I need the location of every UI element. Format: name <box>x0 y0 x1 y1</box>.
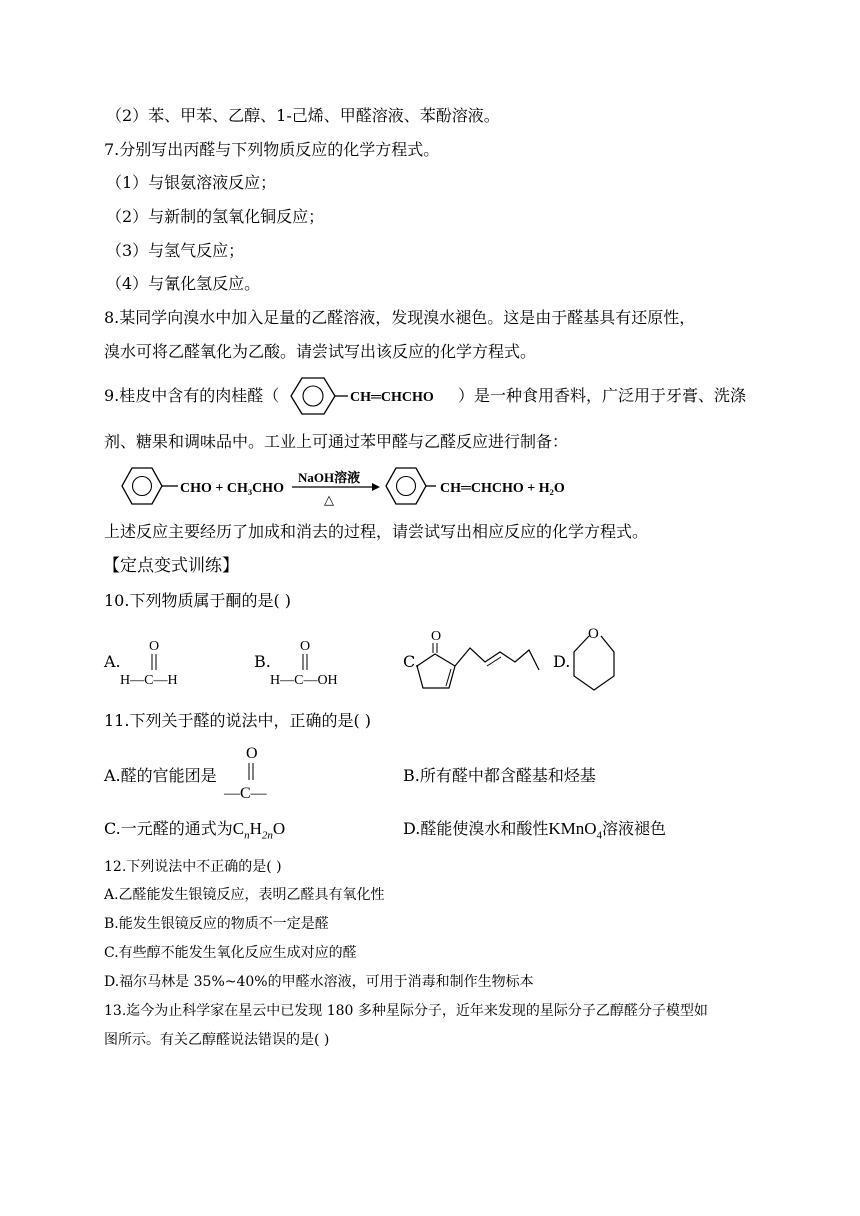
line-q7-4: （4）与氰化氢反应。 <box>106 274 261 293</box>
general-formula: $C_nH_{2n}O$ <box>232 819 286 842</box>
q10-structure-a <box>120 632 190 688</box>
line-q9-d: 上述反应主要经历了加成和消去的过程，请尝试写出相应反应的化学方程式。 <box>104 522 649 541</box>
q11-option-d: D.醛能使溴水和酸性KMnO$_4$溶液褪色 <box>403 819 667 842</box>
line-q7-1: （1）与银氨溶液反应； <box>106 173 277 192</box>
section-heading: 【定点变式训练】 <box>103 556 239 576</box>
q12-option-c: C.有些醇不能发生氧化反应生成对应的醛 <box>104 945 357 961</box>
line-q8-a: 8.某同学向溴水中加入足量的乙醛溶液，发现溴水褪色。这是由于醛基具有还原性， <box>104 308 696 327</box>
line-q6-2: （2）苯、甲苯、乙醇、1-己烯、甲醛溶液、苯酚溶液。 <box>106 106 500 125</box>
q10-structure-c <box>415 626 545 694</box>
svg-text:O: O <box>300 639 311 654</box>
reaction-scheme <box>120 462 580 512</box>
reaction-left-label: CHO + CH₃CHO <box>180 481 284 496</box>
q11-functional-group <box>222 742 282 800</box>
q12-option-a: A.乙醛能发生银镜反应，表明乙醛具有氧化性 <box>104 887 385 903</box>
svg-text:—C—: —C— <box>224 785 267 802</box>
line-q9-b: ）是一种食用香料，广泛用于牙膏、洗涤 <box>458 386 747 405</box>
reaction-right-label: CH═CHCHO + H₂O <box>440 481 565 496</box>
q10-option-a-label: A. <box>104 652 121 671</box>
q10-option-b-label: B. <box>254 652 271 671</box>
svg-text:H—C—OH: H—C—OH <box>270 673 338 688</box>
q11-option-b: B.所有醛中都含醛基和烃基 <box>403 766 596 785</box>
line-q8-b: 溴水可将乙醛氧化为乙酸。请尝试写出该反应的化学方程式。 <box>104 342 537 361</box>
svg-text:O: O <box>246 745 258 762</box>
svg-text:O: O <box>588 626 599 642</box>
q11-option-c: C.一元醛的通式为$C_nH_{2n}O$ <box>104 819 286 842</box>
q10-structure-d <box>570 622 620 694</box>
question-11: 11.下列关于醛的说法中，正确的是( ) <box>104 711 372 730</box>
svg-text:H—C—H: H—C—H <box>120 673 178 688</box>
q12-option-d: D.福尔马林是 35%~40%的甲醛水溶液，可用于消毒和制作生物标本 <box>104 974 534 990</box>
cinnamaldehyde-structure <box>290 373 460 419</box>
question-12: 12.下列说法中不正确的是( ) <box>104 859 282 875</box>
q10-structure-b <box>270 632 360 688</box>
line-q7-3: （3）与氢气反应； <box>106 241 245 260</box>
line-q7: 7.分别写出丙醛与下列物质反应的化学方程式。 <box>104 140 440 159</box>
kmno4-formula: KMnO$_4$ <box>548 819 603 842</box>
question-13-a: 13.迄今为止科学家在星云中已发现 180 多种星际分子，近年来发现的星际分子乙醇醛分子模型如 <box>104 1003 708 1019</box>
svg-text:O: O <box>431 629 442 644</box>
line-q7-2: （2）与新制的氢氧化铜反应； <box>106 207 325 226</box>
line-q9-c: 剂、糖果和调味品中。工业上可通过苯甲醛与乙醛反应进行制备： <box>104 432 569 451</box>
question-13-b: 图所示。有关乙醇醛说法错误的是( ) <box>104 1032 330 1048</box>
cinnamaldehyde-chain-label: CH═CHCHO <box>350 390 434 405</box>
q10-option-c-label: C. <box>403 652 420 671</box>
question-10: 10.下列物质属于酮的是( ) <box>104 591 292 610</box>
q12-option-b: B.能发生银镜反应的物质不一定是醛 <box>104 916 329 932</box>
line-q9-a: 9.桂皮中含有的肉桂醛（ <box>104 386 280 405</box>
q11-option-a: A.醛的官能团是 <box>104 766 217 785</box>
q10-option-d-label: D. <box>553 652 571 671</box>
svg-text:O: O <box>149 639 160 654</box>
reaction-condition-top: NaOH溶液 <box>298 470 361 485</box>
reaction-condition-bottom: △ <box>324 492 334 507</box>
